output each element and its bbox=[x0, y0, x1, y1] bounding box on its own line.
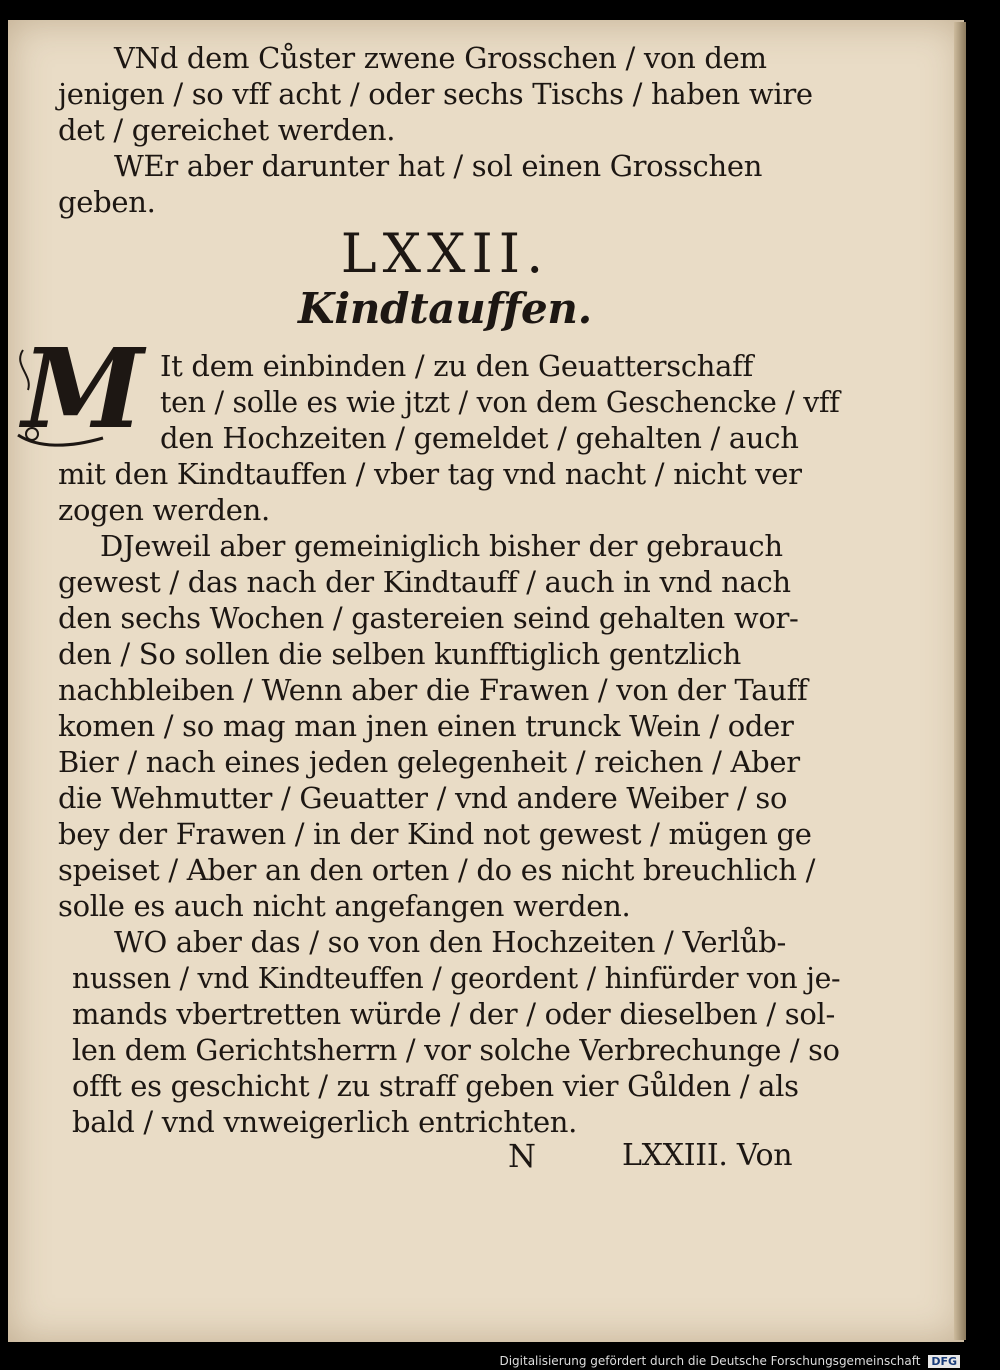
text-line: VNd dem Cůster zwene Grosschen / von dem bbox=[114, 41, 767, 75]
digitization-credit bbox=[499, 1354, 960, 1368]
text-line: offt es geschicht / zu straff geben vier Gůlden / als bbox=[72, 1069, 799, 1103]
dfg-logo: DFG bbox=[928, 1355, 960, 1368]
catchword: LXXIII. Von bbox=[622, 1138, 793, 1173]
chapter-title: Kindtauffen. bbox=[298, 284, 592, 333]
text-line: die Wehmutter / Geuatter / vnd andere Weiber / so bbox=[58, 781, 788, 815]
text-line: zogen werden. bbox=[58, 493, 270, 527]
text-line: jenigen / so vff acht / oder sechs Tischs / haben wire bbox=[58, 77, 813, 111]
text-line: det / gereichet werden. bbox=[58, 113, 396, 147]
text-line: speiset / Aber an den orten / do es nicht breuchlich / bbox=[58, 853, 816, 887]
page-edge bbox=[954, 22, 966, 1340]
text-line: geben. bbox=[58, 185, 156, 219]
text-line: ten / solle es wie jtzt / von dem Geschencke / vff bbox=[160, 385, 840, 419]
text-line: den / So sollen die selben kunfftiglich gentzlich bbox=[58, 637, 741, 671]
text-line: den Hochzeiten / gemeldet / gehalten / auch bbox=[160, 421, 799, 455]
text-line: Bier / nach eines jeden gelegenheit / reichen / Aber bbox=[58, 745, 800, 779]
text-line: solle es auch nicht angefangen werden. bbox=[58, 889, 631, 923]
text-line: mit den Kindtauffen / vber tag vnd nacht / nicht ver bbox=[58, 457, 802, 491]
text-line: nachbleiben / Wenn aber die Frawen / von der Tauff bbox=[58, 673, 808, 707]
text-line: len dem Gerichtsherrn / vor solche Verbrechunge / so bbox=[72, 1033, 840, 1067]
text-line: komen / so mag man jnen einen trunck Wein / oder bbox=[58, 709, 794, 743]
text-line: It dem einbinden / zu den Geuatterschaff bbox=[160, 349, 753, 383]
text-line: mands vbertretten würde / der / oder dieselben / sol- bbox=[72, 997, 835, 1031]
decorated-initial bbox=[8, 324, 144, 453]
chapter-number: LXXII. bbox=[340, 222, 550, 285]
text-line: DJeweil aber gemeiniglich bisher der gebrauch bbox=[100, 529, 783, 563]
text-line: WO aber das / so von den Hochzeiten / Verlůb- bbox=[114, 925, 786, 959]
initial-letter: M bbox=[22, 324, 144, 453]
signature-mark: N bbox=[508, 1137, 536, 1175]
text-line: gewest / das nach der Kindtauff / auch in vnd nach bbox=[58, 565, 791, 599]
credit-text: Digitalisierung gefördert durch die Deutsche Forschungsgemeinschaft bbox=[499, 1354, 921, 1368]
text-line: den sechs Wochen / gastereien seind gehalten wor- bbox=[58, 601, 799, 635]
text-line: nussen / vnd Kindteuffen / geordent / hinfürder von je- bbox=[72, 961, 841, 995]
text-line: bald / vnd vnweigerlich entrichten. bbox=[72, 1105, 578, 1139]
text-line: bey der Frawen / in der Kind not gewest / mügen ge bbox=[58, 817, 812, 851]
text-line: WEr aber darunter hat / sol einen Grosschen bbox=[114, 149, 763, 183]
